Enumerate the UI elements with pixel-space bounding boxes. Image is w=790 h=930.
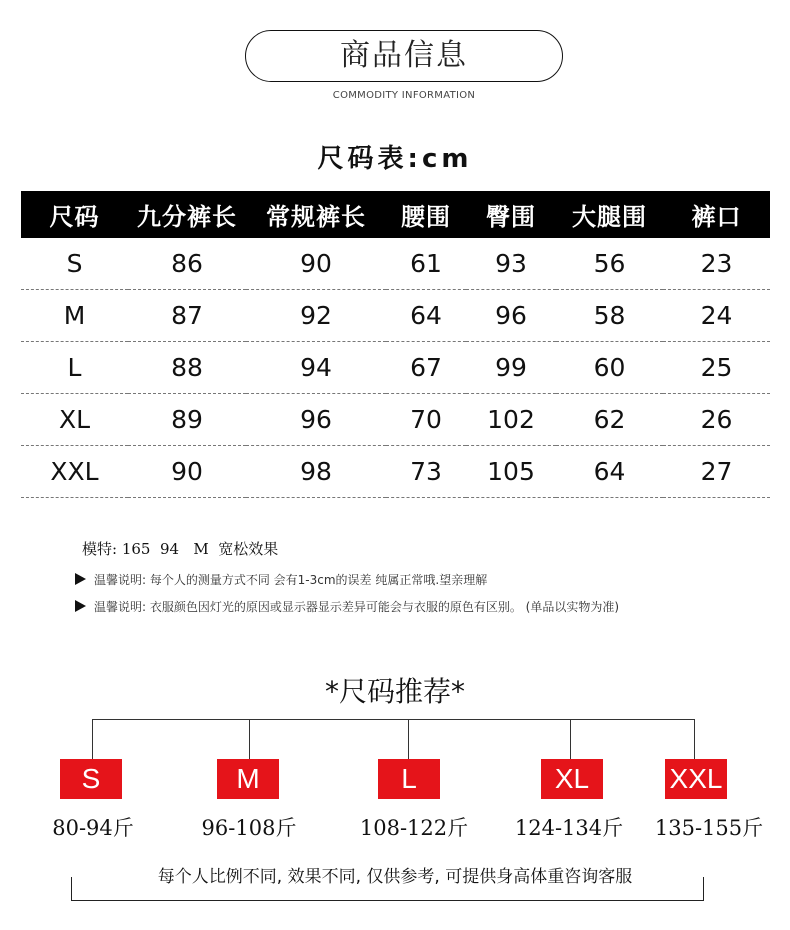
table-cell: 89	[128, 394, 246, 446]
table-cell: 70	[386, 394, 466, 446]
triangle-bullet-icon	[75, 573, 86, 585]
weight-range-l: 108-122斤	[359, 816, 469, 840]
table-cell: 23	[663, 238, 770, 290]
table-cell: 27	[663, 446, 770, 498]
recommendation-title: *尺码推荐*	[324, 675, 465, 708]
connector-drop-s	[92, 719, 93, 759]
table-cell: 90	[128, 446, 246, 498]
size-box-l: L	[378, 759, 440, 799]
table-cell: 96	[466, 290, 556, 342]
table-header-row	[21, 191, 770, 238]
size-box-s: S	[60, 759, 122, 799]
column-header-regular-length: 常规裤长	[246, 191, 386, 238]
table-cell: 90	[246, 238, 386, 290]
table-row	[21, 342, 770, 394]
note-measurement	[75, 571, 487, 588]
recommendation-footer: 每个人比例不同, 效果不同, 仅供参考, 可提供身高体重咨询客服	[157, 867, 633, 887]
size-box-xl: XL	[541, 759, 603, 799]
table-cell: 58	[556, 290, 663, 342]
bracket-left	[71, 877, 72, 901]
size-table	[21, 191, 770, 498]
table-cell: 87	[128, 290, 246, 342]
column-header-waist: 腰围	[386, 191, 466, 238]
table-cell: 61	[386, 238, 466, 290]
table-cell: 96	[246, 394, 386, 446]
table-cell: 64	[386, 290, 466, 342]
table-cell: 102	[466, 394, 556, 446]
recommendation-connector-line	[92, 719, 695, 720]
table-cell: 60	[556, 342, 663, 394]
table-cell: 99	[466, 342, 556, 394]
column-header-hem: 裤口	[663, 191, 770, 238]
table-cell: XXL	[21, 446, 128, 498]
table-cell: 92	[246, 290, 386, 342]
connector-drop-l	[408, 719, 409, 759]
model-info: 模特: 165 94 M 宽松效果	[82, 540, 279, 558]
table-row	[21, 394, 770, 446]
size-box-m: M	[217, 759, 279, 799]
note-color	[75, 598, 619, 615]
table-cell: 98	[246, 446, 386, 498]
weight-range-m: 96-108斤	[201, 816, 297, 840]
page-subtitle: COMMODITY INFORMATION	[332, 90, 476, 101]
table-cell: 93	[466, 238, 556, 290]
column-header-cropped-length: 九分裤长	[128, 191, 246, 238]
table-row	[21, 238, 770, 290]
table-cell: 62	[556, 394, 663, 446]
bracket-bottom	[71, 900, 704, 901]
table-cell: 26	[663, 394, 770, 446]
note-color-text: 温馨说明: 衣服颜色因灯光的原因或显示器显示差异可能会与衣服的原色有区别。 (单品以实物为准)	[94, 600, 620, 614]
table-cell: XL	[21, 394, 128, 446]
connector-drop-xxl	[694, 719, 695, 759]
size-chart-title: 尺码表:cm	[317, 144, 473, 174]
size-box-xxl: XXL	[665, 759, 727, 799]
table-row	[21, 446, 770, 498]
table-cell: 86	[128, 238, 246, 290]
table-cell: 105	[466, 446, 556, 498]
weight-range-s: 80-94斤	[52, 816, 134, 840]
table-cell: M	[21, 290, 128, 342]
table-cell: 24	[663, 290, 770, 342]
table-cell: 67	[386, 342, 466, 394]
column-header-thigh: 大腿围	[556, 191, 663, 238]
bracket-right	[703, 877, 704, 901]
table-cell: 73	[386, 446, 466, 498]
connector-drop-m	[249, 719, 250, 759]
table-cell: 88	[128, 342, 246, 394]
table-cell: L	[21, 342, 128, 394]
column-header-size: 尺码	[21, 191, 128, 238]
page-title: 商品信息	[340, 38, 468, 73]
table-row	[21, 290, 770, 342]
weight-range-xxl: 135-155斤	[654, 816, 764, 840]
note-measurement-text: 温馨说明: 每个人的测量方式不同 会有1-3cm的误差 纯属正常哦.望亲理解	[94, 573, 488, 587]
table-cell: S	[21, 238, 128, 290]
column-header-hip: 臀围	[466, 191, 556, 238]
table-cell: 94	[246, 342, 386, 394]
table-cell: 25	[663, 342, 770, 394]
connector-drop-xl	[570, 719, 571, 759]
triangle-bullet-icon	[75, 600, 86, 612]
table-cell: 56	[556, 238, 663, 290]
table-cell: 64	[556, 446, 663, 498]
weight-range-xl: 124-134斤	[514, 816, 624, 840]
